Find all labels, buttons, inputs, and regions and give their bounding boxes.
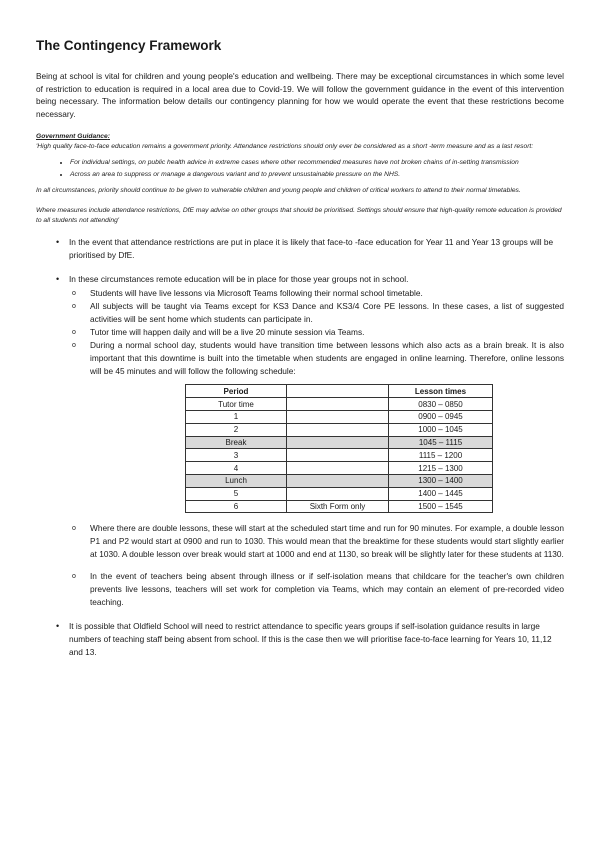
table-row	[186, 462, 493, 475]
guidance-bullets	[36, 158, 564, 180]
sub-list-item: o All subjects will be taught via Teams except for KS3 Dance and KS3/4 Core PE lessons. In these cases, a list of suggested activities will be sent home which students can participate in.	[69, 300, 564, 326]
guidance-paragraph: In all circumstances, priority should continue to be given to vulnerable children and young people and children of critical workers to attend to their normal timetables.	[36, 187, 521, 195]
cell-time: 1115 – 1200	[389, 449, 493, 462]
cell-time: 1400 – 1445	[389, 487, 493, 500]
guidance-bullet: • Across an area to suppress or manage a dangerous variant and to prevent unsustainable pressure on the NHS.	[70, 170, 564, 180]
table-row	[186, 423, 493, 436]
cell-period: Tutor time	[186, 398, 287, 411]
cell-period: Lunch	[186, 474, 287, 487]
sub-list-item: o During a normal school day, students would have transition time between lessons which also acts as a brain break. It is also important that this downtime is built into the timetable when students are engaged in online learning. Therefore, online lessons will be 45 minutes and will follow the following schedule:	[69, 339, 564, 378]
table-row	[186, 474, 493, 487]
cell-note	[287, 398, 389, 411]
main-content	[36, 236, 564, 659]
guidance-paragraph: Where measures include attendance restrictions, DfE may advise on other groups that should be prioritised. Settings should ensure that high-quality remote education is provided to all students not attending'	[36, 207, 562, 225]
cell-time: 0900 – 0945	[389, 410, 493, 423]
cell-period: 3	[186, 449, 287, 462]
main-bullets	[36, 236, 564, 659]
cell-period: 6	[186, 500, 287, 513]
table-header-row	[186, 385, 493, 398]
cell-period: 1	[186, 410, 287, 423]
schedule-table	[185, 384, 493, 513]
cell-note	[287, 410, 389, 423]
sub-list-item: o Tutor time will happen daily and will be a live 20 minute session via Teams.	[69, 326, 564, 339]
cell-note	[287, 449, 389, 462]
table-row	[186, 398, 493, 411]
list-item: • In the event that attendance restrictions are put in place it is likely that face-to -face education for Year 11 and Year 13 groups will be prioritised by DfE.	[36, 236, 564, 262]
cell-note	[287, 462, 389, 475]
table-row	[186, 500, 493, 513]
header-period: Period	[186, 385, 287, 398]
cell-time: 1300 – 1400	[389, 474, 493, 487]
header-lesson-times: Lesson times	[389, 385, 493, 398]
cell-time: 1215 – 1300	[389, 462, 493, 475]
cell-period: 2	[186, 423, 287, 436]
cell-time: 0830 – 0850	[389, 398, 493, 411]
guidance-quote: 'High quality face-to-face education remains a government priority. Attendance restrictions should only ever be considered as a short -term measure and as a last resort:	[36, 143, 534, 151]
list-item: • It is possible that Oldfield School will need to restrict attendance to specific years groups if self-isolation guidance results in large numbers of teaching staff being absent from school. If this is the case then we will prioritise face-to-face learning for Years 10, 11,12 and 13.	[36, 620, 564, 659]
intro-paragraph: Being at school is vital for children and young people's education and wellbeing. There may be exceptional circumstances in which some level of restriction to education is required in a local area due to Covid-19. We will follow the government guidance in the event of this intervention being necessary. The information below details our contingency planning for how we would operate the event that these restrictions become necessary.	[36, 71, 564, 119]
sub-list	[69, 522, 564, 609]
cell-period: 5	[186, 487, 287, 500]
cell-time: 1000 – 1045	[389, 423, 493, 436]
page-title: The Contingency Framework	[36, 38, 222, 53]
cell-time: 1500 – 1545	[389, 500, 493, 513]
table-row	[186, 410, 493, 423]
guidance-bullet: • For individual settings, on public health advice in extreme cases where other recommended measures have not broken chains of in-setting transmission	[70, 158, 564, 168]
sub-list-item: o Students will have live lessons via Microsoft Teams following their normal school timetable.	[69, 287, 564, 300]
list-item: • In these circumstances remote education will be in place for those year groups not in school. o Students will have live lessons via Microsoft Teams following their normal school timetable. o All subjects will be taught via Teams except for KS3 Dance and KS3/4 Core PE lessons. In these cases, a list of suggested activities will be sent home which students can participate in. o Tutor time will happen daily and will be a live 20 minute session via Teams. o During a normal school day, students would have transition time between lessons which also acts as a brain break. It is also important that this downtime is built into the timetable when students are engaged in online learning. Therefore, online lessons will be 45 minutes and will follow the following schedule: Period Lesson times Tutor time 0830 – 0850 1 0900 – 0945 2 1000 – 1045 Break 1045 – 1115 3 1115 – 1200 4 1215 – 1300 Lunch 1300 – 1400 5 1400 – 1445 6 Sixth Form only 1500 – 1545 o Where there are double lessons, these will start at the scheduled start time and run for 90 minutes. For example, a double lesson P1 and P2 would start at 0900 and run to 1030. This would mean that the breaktime for these students would start slightly earlier at 1030. A double lesson over break would start at 1000 and end at 1130, so break will be slightly later for these students at 1130. o In the event of teachers being absent through illness or if self-isolation means that childcare for the teacher's own children prevents live lessons, teachers will set work for completion via Teams, which may contain an element of pre-recorded video teaching.	[36, 273, 564, 609]
table-row	[186, 487, 493, 500]
sub-list-item: o In the event of teachers being absent through illness or if self-isolation means that childcare for the teacher's own children prevents live lessons, teachers will set work for completion via Teams, which may contain an element of pre-recorded video teaching.	[69, 570, 564, 609]
cell-note	[287, 487, 389, 500]
cell-note	[287, 436, 389, 449]
government-guidance	[36, 132, 564, 226]
table-row	[186, 436, 493, 449]
cell-period: 4	[186, 462, 287, 475]
guidance-heading: Government Guidance:	[36, 133, 110, 141]
cell-note: Sixth Form only	[287, 500, 389, 513]
cell-note	[287, 474, 389, 487]
cell-period: Break	[186, 436, 287, 449]
table-row	[186, 449, 493, 462]
sub-list-item: o Where there are double lessons, these will start at the scheduled start time and run for 90 minutes. For example, a double lesson P1 and P2 would start at 0900 and run to 1030. This would mean that the breaktime for these students would start slightly earlier at 1030. A double lesson over break would start at 1000 and end at 1130, so break will be slightly later for these students at 1130.	[69, 522, 564, 561]
sub-list	[69, 287, 564, 378]
cell-time: 1045 – 1115	[389, 436, 493, 449]
cell-note	[287, 423, 389, 436]
header-note	[287, 385, 389, 398]
